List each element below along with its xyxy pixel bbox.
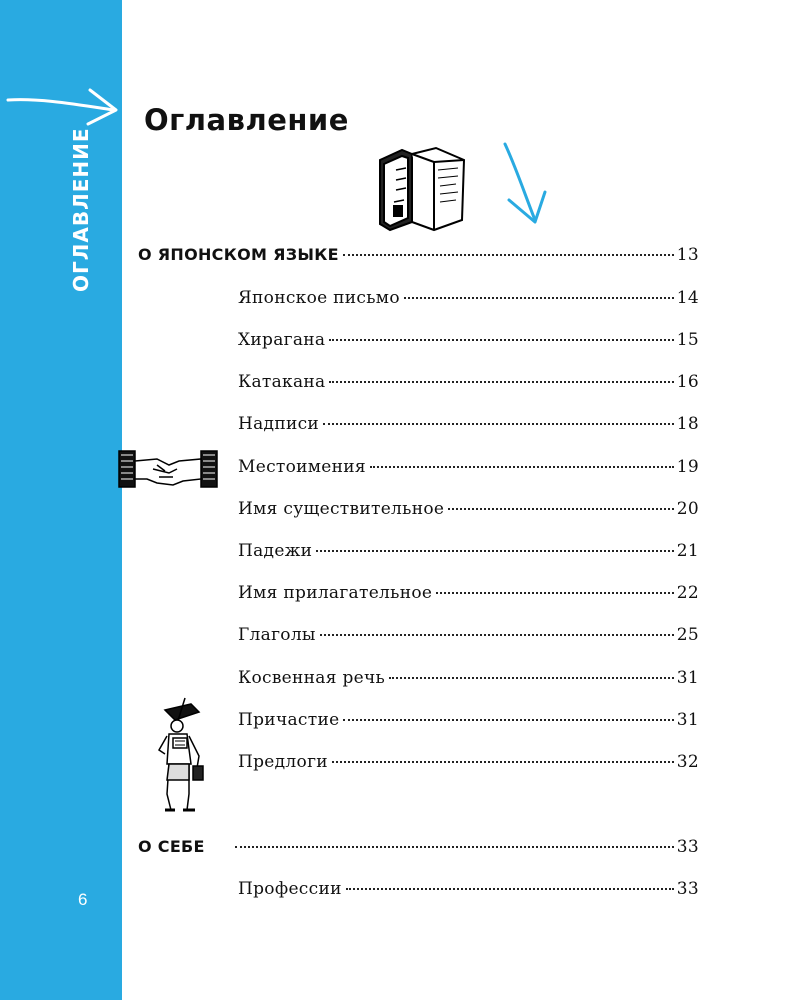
toc-entry[interactable] <box>238 413 699 435</box>
toc-label: Причастие <box>238 710 340 730</box>
dot-leader <box>389 677 674 679</box>
toc-page: 21 <box>676 541 699 561</box>
toc-label: Хирагана <box>238 330 326 350</box>
dot-leader <box>436 592 674 594</box>
toc-label: О ЯПОНСКОМ ЯЗЫКЕ <box>138 245 339 264</box>
side-band <box>0 0 122 1000</box>
dot-leader <box>448 508 674 510</box>
toc-label: Имя существительное <box>238 499 445 519</box>
toc-page: 20 <box>676 499 699 519</box>
page-title: Оглавление <box>144 103 349 137</box>
toc-page: 32 <box>676 752 699 772</box>
dot-leader <box>346 888 674 890</box>
arrow-right-icon <box>4 86 120 132</box>
toc-entry[interactable] <box>238 624 699 646</box>
toc-label: Предлоги <box>238 752 328 772</box>
toc-page: 33 <box>676 837 699 857</box>
dot-leader <box>329 381 673 383</box>
toc-entry[interactable] <box>238 540 699 562</box>
dot-leader <box>370 466 674 468</box>
toc-page: 33 <box>676 879 699 899</box>
toc-entry[interactable] <box>238 751 699 773</box>
dot-leader <box>235 846 674 848</box>
toc-page: 19 <box>676 457 699 477</box>
toc-entry[interactable] <box>238 329 699 351</box>
toc-entry[interactable] <box>238 709 699 731</box>
toc-entry[interactable] <box>238 287 699 309</box>
toc-section-about-self[interactable] <box>138 836 699 858</box>
toc-entry[interactable] <box>238 456 699 478</box>
toc-page: 16 <box>676 372 699 392</box>
man-with-sign-icon <box>155 694 217 816</box>
toc-label: Падежи <box>238 541 313 561</box>
toc-page: 15 <box>676 330 699 350</box>
side-title: ОГЛАВЛЕНИЕ <box>69 127 93 292</box>
toc-label: Надписи <box>238 414 320 434</box>
dot-leader <box>316 550 674 552</box>
dot-leader <box>323 423 674 425</box>
toc-label: Глаголы <box>238 625 316 645</box>
toc-label: Профессии <box>238 879 342 899</box>
toc-label: Косвенная речь <box>238 668 386 688</box>
page-number: 6 <box>78 890 88 909</box>
toc-label: О СЕБЕ <box>138 837 205 856</box>
dot-leader <box>332 761 674 763</box>
toc-section-japanese[interactable] <box>138 244 699 266</box>
handshake-icon <box>117 447 219 491</box>
toc-page: 18 <box>676 414 699 434</box>
books-icon <box>372 140 468 232</box>
toc-label: Имя прилагательное <box>238 583 433 603</box>
toc-entry[interactable] <box>238 498 699 520</box>
dot-leader <box>329 339 673 341</box>
toc-page: 22 <box>676 583 699 603</box>
toc-page: 14 <box>676 288 699 308</box>
dot-leader <box>343 719 673 721</box>
toc-label: Катакана <box>238 372 326 392</box>
toc-entry[interactable] <box>238 582 699 604</box>
toc-label: Японское письмо <box>238 288 400 308</box>
dot-leader <box>320 634 674 636</box>
dot-leader <box>343 254 674 256</box>
toc-page: 13 <box>676 245 699 265</box>
toc-page: 25 <box>676 625 699 645</box>
toc-entry[interactable] <box>238 878 699 900</box>
arrow-down-icon <box>495 140 555 230</box>
toc-label: Местоимения <box>238 457 366 477</box>
toc-entry[interactable] <box>238 371 699 393</box>
toc-page: 31 <box>676 668 699 688</box>
toc-page: 31 <box>676 710 699 730</box>
toc-entry[interactable] <box>238 667 699 689</box>
dot-leader <box>404 297 674 299</box>
